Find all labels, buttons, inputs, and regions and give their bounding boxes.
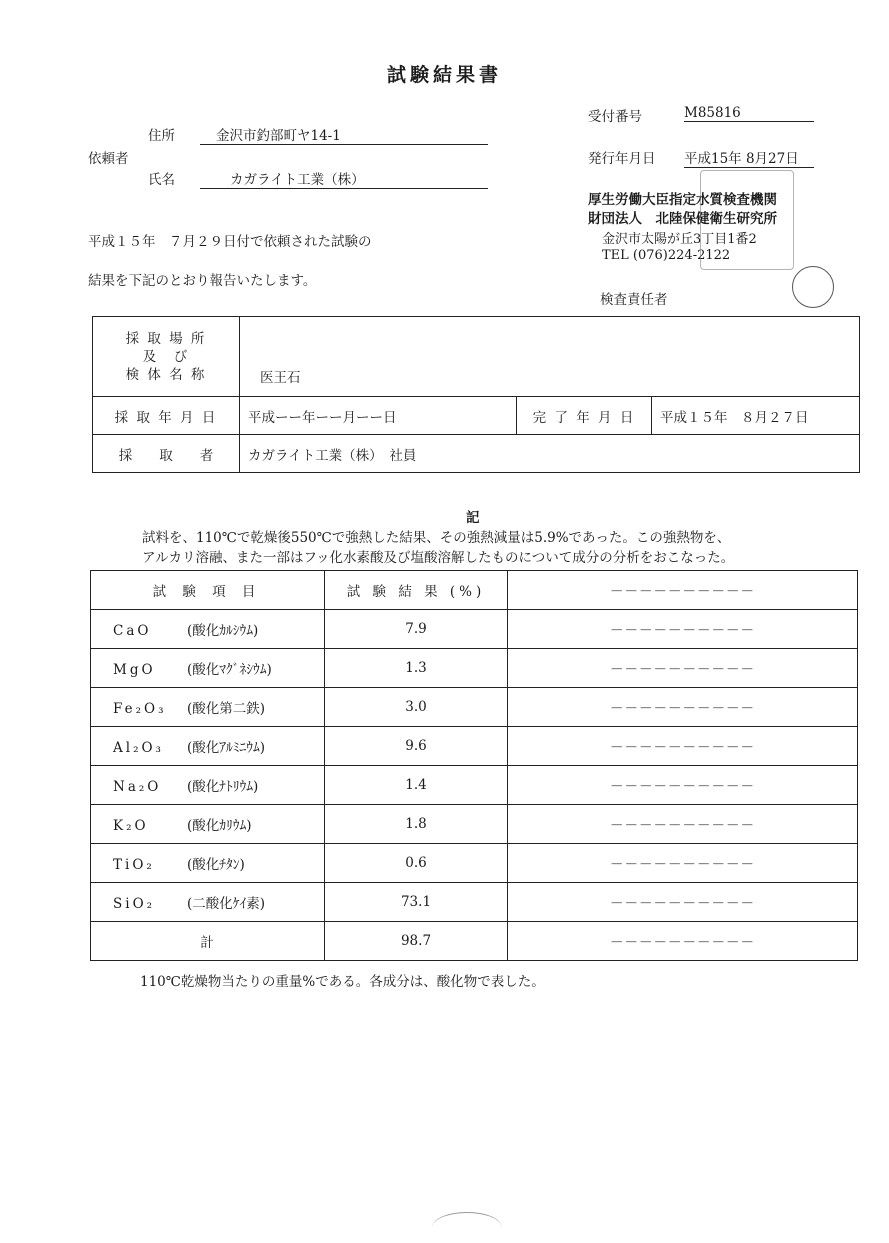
sample-info-table xyxy=(92,316,860,473)
name-label: 氏名 xyxy=(148,172,175,188)
table-row xyxy=(91,688,858,727)
formula: Na₂O xyxy=(113,779,162,795)
place-label-cell xyxy=(93,317,240,397)
name-value: カガライト工業（株） xyxy=(200,168,488,189)
item-cell xyxy=(91,844,325,883)
results-header-row xyxy=(91,571,858,610)
formula: Fe₂O₃ xyxy=(113,701,167,717)
compound-name: (酸化ﾅﾄﾘｳﾑ) xyxy=(187,779,259,795)
table-row xyxy=(91,610,858,649)
item-cell xyxy=(91,727,325,766)
address-value: 金沢市釣部町ヤ14-1 xyxy=(200,124,488,145)
compound-name: (酸化ｶﾘｳﾑ) xyxy=(187,818,252,834)
result-value: 0.6 xyxy=(325,844,508,883)
receipt-label: 受付番号 xyxy=(588,109,642,125)
extra-cell: －－－－－－－－－－ xyxy=(508,649,858,688)
ki-mark: 記 xyxy=(466,510,480,526)
extra-cell: －－－－－－－－－－ xyxy=(508,688,858,727)
institute-line-3: 金沢市太陽が丘3丁目1番2 xyxy=(602,232,757,247)
footnote: 110℃乾燥物当たりの重量%である。各成分は、酸化物で表した。 xyxy=(140,974,545,990)
formula: CaO xyxy=(113,623,152,639)
header-result: 試 験 結 果 (%) xyxy=(325,571,508,610)
result-value: 1.8 xyxy=(325,805,508,844)
description-line-1: 試料を、110℃で乾燥後550℃で強熱した結果、その強熱減量は5.9%であった。この強熱物を、 xyxy=(142,530,731,546)
document-title: 試験結果書 xyxy=(386,64,502,86)
table-row xyxy=(91,805,858,844)
item-cell xyxy=(91,610,325,649)
institute-line-1: 厚生労働大臣指定水質検査機関 xyxy=(588,192,777,208)
sampling-date-label: 採 取 年 月 日 xyxy=(93,397,240,435)
institute-stamp xyxy=(700,170,794,270)
inspector-label: 検査責任者 xyxy=(600,292,668,308)
formula: TiO₂ xyxy=(113,857,155,873)
institute-tel: TEL (076)224-2122 xyxy=(602,248,731,263)
header-extra: －－－－－－－－－－ xyxy=(508,571,858,610)
result-value: 3.0 xyxy=(325,688,508,727)
address-label: 住所 xyxy=(148,128,175,144)
item-cell xyxy=(91,805,325,844)
result-value: 1.4 xyxy=(325,766,508,805)
formula: K₂O xyxy=(113,818,149,834)
completion-date-value: 平成１５年 ８月２７日 xyxy=(652,397,860,435)
table-row xyxy=(91,649,858,688)
sampler-value: カガライト工業（株） 社員 xyxy=(240,435,860,473)
result-value: 73.1 xyxy=(325,883,508,922)
place-value: 医王石 xyxy=(240,317,860,397)
compound-name: (酸化第二鉄) xyxy=(187,701,266,717)
results-table xyxy=(90,570,858,961)
sampler-label: 採 取 者 xyxy=(93,435,240,473)
intro-line-1: 平成１５年 ７月２９日付で依頼された試験の xyxy=(88,234,372,250)
compound-name: (酸化ｱﾙﾐﾆｳﾑ) xyxy=(187,740,266,756)
item-cell xyxy=(91,688,325,727)
issue-date: 平成15年 8月27日 xyxy=(684,147,814,168)
extra-cell: －－－－－－－－－－ xyxy=(508,805,858,844)
table-row xyxy=(91,844,858,883)
item-cell xyxy=(91,649,325,688)
client-label: 依頼者 xyxy=(88,151,129,167)
formula: SiO₂ xyxy=(113,896,156,912)
issue-date-label: 発行年月日 xyxy=(588,151,656,167)
extra-cell: －－－－－－－－－－ xyxy=(508,844,858,883)
extra-cell: －－－－－－－－－－ xyxy=(508,766,858,805)
compound-name: (酸化ｶﾙｼｳﾑ) xyxy=(187,623,259,639)
table-row xyxy=(91,727,858,766)
institute-line-2: 財団法人 北陸保健衛生研究所 xyxy=(588,211,777,227)
place-label-2: 及 び xyxy=(142,348,190,365)
total-extra: －－－－－－－－－－ xyxy=(508,922,858,961)
place-label-1: 採 取 場 所 xyxy=(125,330,207,347)
intro-line-2: 結果を下記のとおり報告いたします。 xyxy=(88,273,317,289)
extra-cell: －－－－－－－－－－ xyxy=(508,610,858,649)
inspector-seal xyxy=(792,266,834,308)
table-row xyxy=(91,766,858,805)
total-label: 計 xyxy=(91,922,325,961)
place-label-3: 検 体 名 称 xyxy=(125,366,207,383)
receipt-number: M85816 xyxy=(684,105,814,122)
description-line-2: アルカリ溶融、また一部はフッ化水素酸及び塩酸溶解したものについて成分の分析をおこなった。 xyxy=(142,550,735,566)
completion-date-label: 完 了 年 月 日 xyxy=(517,397,652,435)
compound-name: (酸化ﾁﾀﾝ) xyxy=(187,857,245,873)
result-value: 9.6 xyxy=(325,727,508,766)
formula: MgO xyxy=(113,662,156,678)
table-row xyxy=(91,883,858,922)
result-value: 7.9 xyxy=(325,610,508,649)
item-cell xyxy=(91,883,325,922)
total-value: 98.7 xyxy=(325,922,508,961)
extra-cell: －－－－－－－－－－ xyxy=(508,727,858,766)
extra-cell: －－－－－－－－－－ xyxy=(508,883,858,922)
sampling-date-value: 平成ーー年ーー月ーー日 xyxy=(240,397,517,435)
compound-name: (酸化ﾏｸﾞﾈｼｳﾑ) xyxy=(187,662,272,678)
total-row xyxy=(91,922,858,961)
bottom-mark xyxy=(432,1212,502,1243)
header-item: 試 験 項 目 xyxy=(91,571,325,610)
result-value: 1.3 xyxy=(325,649,508,688)
item-cell xyxy=(91,766,325,805)
compound-name: (二酸化ｹｲ素) xyxy=(187,896,266,912)
formula: Al₂O₃ xyxy=(113,740,164,756)
